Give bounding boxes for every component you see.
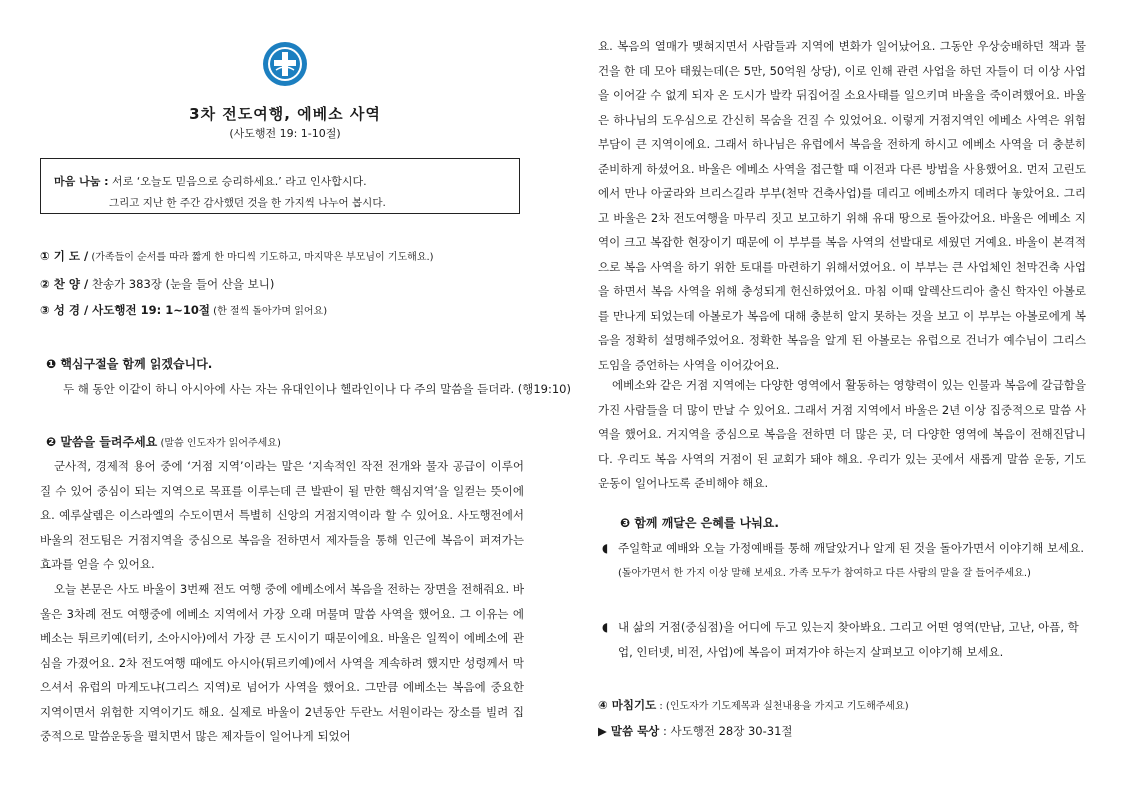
section2-heading-row (46, 433, 281, 450)
scripture-label: ③ 성 경 / (40, 303, 89, 317)
closing-prayer-note: : (인도자가 기도제목과 실천내용을 가지고 기도해주세요) (656, 701, 909, 712)
scripture-note: (한 절씩 돌아가며 읽어요) (209, 306, 328, 317)
discussion-question-2 (602, 615, 1086, 665)
sermon-paragraph-1: 군사적, 경제적 용어 중에 ‘거점 지역’이라는 말은 ‘지속적인 작전 전개와 물자 공급이 이루어 질 수 있어 중심이 되는 지역으로 목표를 이루는데 큰 발판이 될 만한 핵심지역’을 일컫는 뜻이에요. 예루살렘은 이스라엘의 수도이면서 특별히 신앙의 거점지역이라 할 수 있어요. 사도행전에서 바울의 전도팀은 거점지역을 중심으로 복음을 전하면서 제자들을 통해 인근에 복음이 퍼져가는 효과를 얻을 수 있어요. (40, 459, 524, 571)
prayer-note: (가족들이 순서를 따라 짧게 한 마디씩 기도하고, 마지막은 부모님이 기도해요.) (88, 252, 434, 263)
hymn-label: ② 찬 양 / (40, 277, 89, 291)
sermon-paragraph-2: 오늘 본문은 사도 바울이 3번째 전도 여행 중에 에베소에서 복음을 전하는 장면을 전해줘요. 바울은 3차례 전도 여행중에 에베소 지역에서 가장 오래 머물며 말씀 사역을 했어요. 그 이유는 에베소는 튀르키예(터키, 소아시아)에서 가장 큰 도시이기 때문이에요. 바울은 일찍이 에베소에 관심을 가졌어요. 2차 전도여행 때에도 아시아(튀르키예)에서 사역을 계속하려 했지만 성령께서 막으셔서 유럽의 마게도냐(그리스 지역)로 넘어가 사역을 했어요. 그만큼 에베소는 복음에 중요한 지역이면서 위험한 지역이기도 해요. 실제로 바울이 2년동안 두란노 서원이라는 장소를 빌려 집중적으로 말씀운동을 펼치면서 많은 제자들이 일어나게 되었어 (40, 582, 524, 743)
section2-note: (말씀 인도자가 읽어주세요) (157, 438, 281, 449)
prayer-label: ① 기 도 / (40, 249, 89, 263)
heart-sharing-box (40, 158, 520, 214)
sermon-paragraph-4: 에베소와 같은 거점 지역에는 다양한 영역에서 활동하는 영향력이 있는 인물과 복음에 갈급함을 가진 사람들을 더 많이 만날 수 있어요. 그래서 거점 지역에서 바울은 2년 이상 집중적으로 말씀 사역을 했어요. 거지역을 중심으로 복음을 전하면 더 많은 곳, 더 다양한 영역에 복음이 전해진답니다. 우리도 복음 사역의 거점이 된 교회가 돼야 해요. 우리가 있는 곳에서 새롭게 말씀 운동, 기도 운동이 일어나도록 준비해야 해요. (598, 378, 1086, 490)
closing-prayer-label: ④ 마침기도 (598, 698, 657, 712)
scripture-row (40, 302, 327, 318)
hymn-row (40, 276, 274, 292)
share-line2: 그리고 지난 한 주간 감사했던 것을 한 가지씩 나누어 봅시다. (109, 197, 386, 209)
section1-heading: ❶ 핵심구절을 함께 읽겠습니다. (46, 357, 213, 371)
question-2-text: 내 삶의 거점(중심점)을 어디에 두고 있는지 찾아봐요. 그리고 어떤 영역(만남, 고난, 아픔, 학업, 인터넷, 비전, 사업)에 복음이 퍼져가야 하는지 살펴보고 이야기해 보세요. (618, 620, 1079, 659)
key-verse: 두 해 동안 이같이 하니 아시아에 사는 자는 유대인이나 헬라인이나 다 주의 말씀을 듣더라. (행19:10) (63, 382, 571, 396)
share-line1: 서로 ‘오늘도 믿음으로 승리하세요.’ 라고 인사합시다. (108, 175, 367, 188)
meditation-row (598, 723, 793, 739)
bullet-icon: ◖ (602, 541, 609, 555)
sermon-paragraph-3: 요. 복음의 열매가 맺혀지면서 사람들과 지역에 변화가 일어났어요. 그동안 우상숭배하던 책과 물건을 한 데 모아 태웠는데(은 5만, 50억원 상당), 이로 인해 관련 사업을 하던 자들이 더 이상 사업을 이어갈 수 없게 되자 온 도시가 발칵 뒤집어질 소요사태를 일으키며 바울을 죽이려했어요. 바울은 하나님의 도우심으로 간신히 목숨을 건질 수 있었어요. 이렇게 거점지역인 에베소 사역은 위험 부담이 큰 지역이에요. 그래서 하나님은 유럽에서 복음을 전하게 하시고 에베소 사역을 더 충분히 준비하게 하셨어요. 바울은 에베소 사역을 접근할 때 이전과 다른 방법을 사용했어요. 먼저 고린도에서 만나 아굴라와 브리스길라 부부(천막 건축사업)를 데리고 에베소까지 데려다 놓았어요. 그리고 바울은 2차 전도여행을 마무리 짓고 보고하기 위해 유대 땅으로 돌아갔어요. 바울은 에베소 지역이 크고 복잡한 현장이기 때문에 이 부부를 복음 사역의 선발대로 세웠던 거예요. 바울이 본격적으로 복음 사역을 하기 위한 토대를 마련하기 위해서였어요. 이 부부는 큰 사업체인 천막건축 사업을 하면서 복음 사역을 위해 충성되게 헌신하였어요. 마침 이때 알렉산드리아 출신 학자인 아볼로를 만나게 되었는데 아볼로가 복음에 대해 충분히 알지 못하는 것을 보고 이 부부는 아볼로에게 복음을 정확히 설명해주었어요. 정확한 복음을 알게 된 아볼로는 유럽으로 건너가 예수님이 그리스도임을 증언하는 사역을 이어갔어요. (598, 39, 1086, 372)
share-label: 마음 나눔 : (54, 175, 109, 188)
discussion-question-1 (602, 536, 1086, 586)
question-1-text: 주일학교 예배와 오늘 가정예배를 통해 깨달았거나 알게 된 것을 돌아가면서 이야기해 보세요. (618, 541, 1085, 555)
hymn-text: 찬송가 383장 (눈을 들어 산을 보니) (88, 277, 275, 291)
bullet-icon: ◖ (602, 620, 609, 634)
prayer-row (40, 248, 434, 264)
question-1-note: (돌아가면서 한 가지 이상 말해 보세요. 가족 모두가 참여하고 다른 사람의 말을 잘 들어주세요.) (618, 568, 1031, 579)
section3-heading: ❸ 함께 깨달은 은혜를 나눠요. (620, 516, 779, 530)
page-title: 3차 전도여행, 에베소 사역 (189, 105, 381, 123)
section2-heading: ❷ 말씀을 들려주세요 (46, 435, 158, 449)
scripture-ref: 사도행전 19: 1~10절 (88, 303, 210, 317)
meditation-ref: : 사도행전 28장 30-31절 (659, 724, 793, 738)
church-logo (262, 41, 308, 87)
meditation-label: ▶ 말씀 묵상 (598, 724, 660, 738)
page-subtitle: (사도행전 19: 1-10절) (229, 127, 341, 140)
closing-prayer-row (598, 697, 909, 713)
